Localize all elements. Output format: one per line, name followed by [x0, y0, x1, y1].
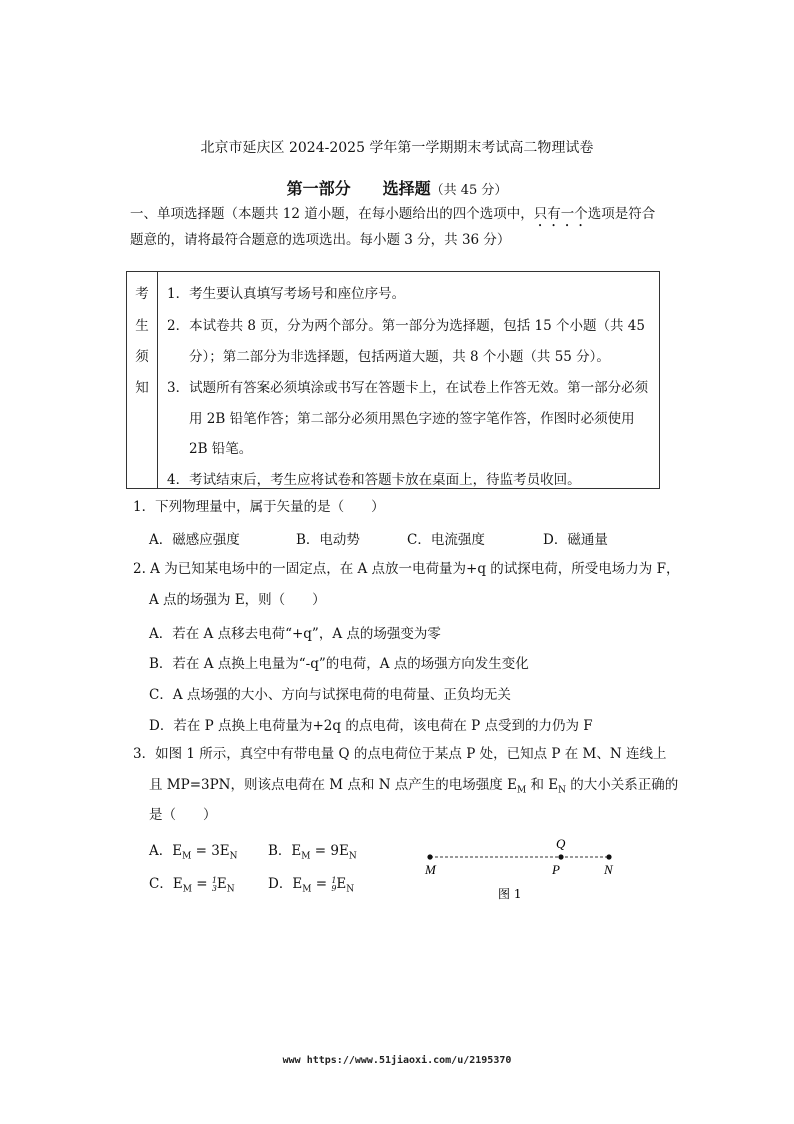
point-n	[606, 854, 611, 859]
q1-option-a: A．磁感应强度	[149, 532, 240, 548]
question-3-stem-line2	[149, 776, 678, 800]
q3-stem-part: 和 E	[526, 777, 559, 793]
q3-option-a: A．$E_M = 3E_N$	[149, 843, 238, 862]
notice-line: 分）；第二部分为非选择题，包括两道大题，共 8 个小题（共 55 分）。	[189, 349, 610, 365]
label-p: P	[552, 862, 560, 877]
q3-stem-sub-n: N	[558, 785, 566, 796]
part-heading	[0, 176, 794, 199]
section-instruction-a: 一、单项选择题（本题共 12 道小题，在每小题给出的四个选项中，	[130, 206, 534, 222]
label-m: M	[425, 862, 436, 877]
q1-option-d: D．磁通量	[543, 532, 608, 548]
notice-line: 3．试题所有答案必须填涂或书写在答题卡上，在试卷上作答无效。第一部分必须	[167, 380, 649, 396]
notice-body	[157, 272, 659, 488]
notice-label-char: 考	[135, 286, 149, 302]
point-p	[558, 854, 563, 859]
notice-label-char: 知	[135, 380, 149, 396]
notice-line: 2．本试卷共 8 页，分为两个部分。第一部分为选择题，包括 15 个小题（共 45	[167, 318, 645, 334]
q3-stem-part: 且 MP=3PN，则该点电荷在 M 点和 N 点产生的电场强度 E	[149, 777, 517, 793]
question-2-stem-line1: 2. A 为已知某电场中的一固定点，在 A 点放一电荷量为+q 的试探电荷，所受电场力为 F，	[133, 561, 680, 577]
notice-line: 1．考生要认真填写考场号和座位序号。	[167, 286, 406, 302]
section-instruction-line1	[130, 205, 655, 230]
label-q: Q	[556, 836, 566, 851]
notice-line: 2B 铅笔。	[189, 441, 253, 457]
q3-option-b: B．$E_M = 9E_N$	[268, 843, 357, 862]
q1-option-c: C．电流强度	[407, 532, 485, 548]
q3-stem-sub-m: M	[516, 785, 527, 796]
notice-label-char: 须	[135, 349, 149, 365]
q2-option-b: B．若在 A 点换上电量为“-q”的电荷，A 点的场强方向发生变化	[149, 656, 529, 672]
q2-option-c: C．A 点场强的大小、方向与试探电荷的电荷量、正负均无关	[149, 687, 511, 703]
q3-option-d: D．$E_M$ = 1 9 $E_N$	[268, 875, 355, 895]
figure-1-diagram	[415, 830, 630, 910]
fraction: 1 9	[331, 875, 337, 893]
notice-label-char: 生	[135, 318, 149, 334]
notice-line: 4．考试结束后，考生应将试卷和答题卡放在桌面上，待监考员收回。	[167, 472, 581, 488]
notice-line: 用 2B 铅笔作答；第二部分必须用黑色字迹的签字笔作答，作图时必须使用	[189, 411, 635, 427]
q3-option-c: C．$E_M$ = 1 3 $E_N$	[149, 875, 235, 895]
footer-url[interactable]: www https://www.51jiaoxi.com/u/2195370	[282, 1055, 512, 1066]
question-2-stem-line2: A 点的场强为 E，则（ ）	[149, 592, 326, 608]
fraction: 1 3	[211, 875, 217, 893]
q2-option-a: A．若在 A 点移去电荷“+q”，A 点的场强变为零	[149, 626, 441, 642]
candidate-notice-box	[126, 271, 660, 489]
question-3-stem-line3: 是（ ）	[149, 807, 217, 823]
figure-caption: 图 1	[498, 887, 522, 901]
question-1-stem: 1．下列物理量中，属于矢量的是（ ）	[133, 499, 385, 515]
notice-label-column	[127, 272, 158, 488]
part-heading-score: （共 45 分）	[430, 183, 508, 198]
section-instruction-line2: 题意的，请将最符合题意的选项选出。每小题 3 分，共 36 分）	[130, 232, 511, 248]
section-instruction-emphasis: 只有一个	[533, 206, 588, 222]
q3-stem-part: 的大小关系正确的	[565, 777, 679, 793]
point-m	[427, 854, 432, 859]
q2-option-d: D．若在 P 点换上电荷量为+2q 的点电荷，该电荷在 P 点受到的力仍为 F	[149, 718, 593, 734]
section-instruction-b: 选项是符合	[587, 206, 656, 222]
exam-title: 北京市延庆区 2024-2025 学年第一学期期末考试高二物理试卷	[200, 140, 594, 156]
question-3-stem-line1: 3．如图 1 所示，真空中有带电量 Q 的点电荷位于某点 P 处，已知点 P 在 M、N 连线上	[133, 746, 667, 762]
q1-option-b: B．电动势	[296, 532, 360, 548]
label-n: N	[604, 862, 613, 877]
part-heading-main: 第一部分 选择题	[286, 179, 431, 198]
